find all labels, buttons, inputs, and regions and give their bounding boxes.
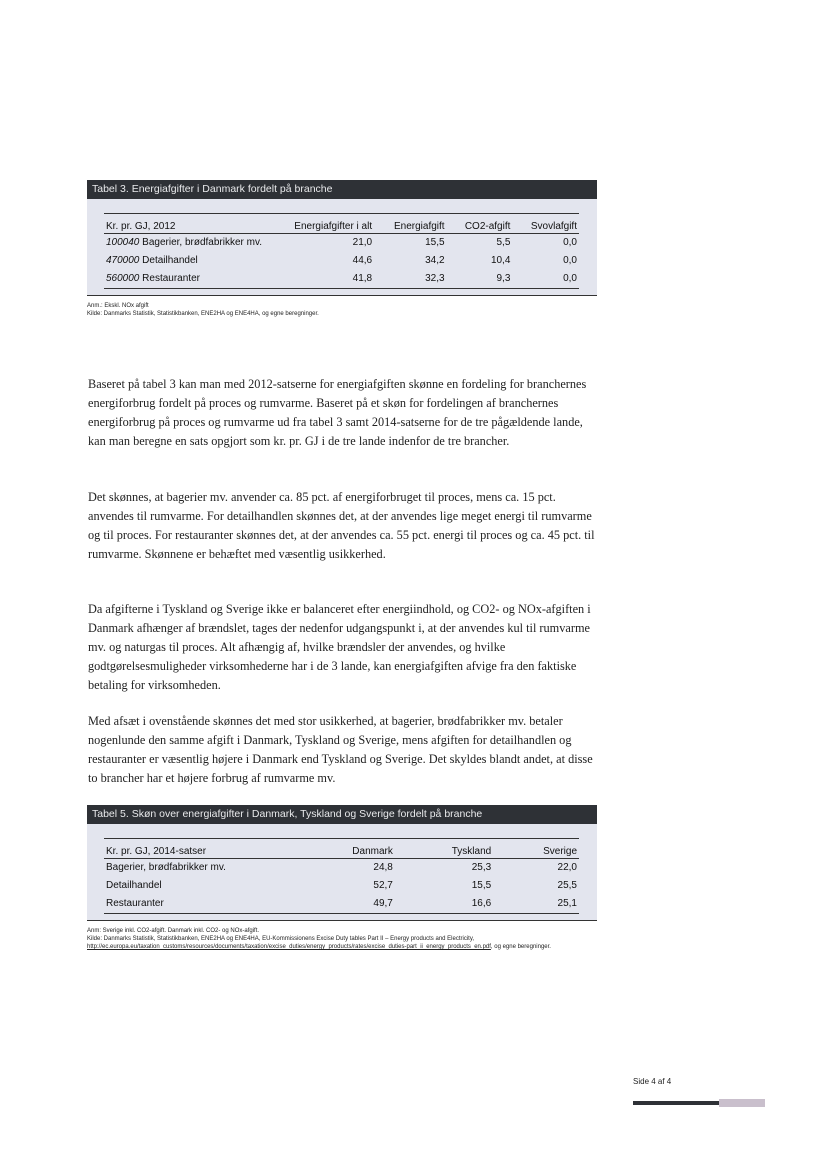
table-5-source-tail: , og egne beregninger. xyxy=(490,944,551,950)
table-3-title: Tabel 3. Energiafgifter i Danmark fordelt på branche xyxy=(87,180,597,199)
row-label: Bagerier, brødfabrikker mv. xyxy=(106,862,226,873)
table-cell: 25,3 xyxy=(471,862,492,873)
table-cell: 9,3 xyxy=(447,270,513,289)
table-cell: 24,8 xyxy=(373,862,393,873)
table-cell: 16,6 xyxy=(395,895,493,914)
branch-code: 560000 xyxy=(106,273,140,284)
row-label: Detailhandel xyxy=(106,880,162,891)
table-cell: 15,5 xyxy=(471,880,492,891)
table-cell: 22,0 xyxy=(557,862,577,873)
table-cell: 0,0 xyxy=(512,270,579,289)
table-cell: 15,5 xyxy=(425,237,445,248)
branch-name: Detailhandel xyxy=(142,255,198,266)
column-header: Sverige xyxy=(493,839,579,859)
table-row xyxy=(104,252,579,270)
source-link[interactable]: http://ec.europa.eu/taxation_customs/resources/documents/taxation/excise_duties/energy_products/rates/excise_duties-part_ii_energy_products_en.pdf xyxy=(87,944,491,950)
table-cell: 10,4 xyxy=(490,255,511,266)
table-5-body xyxy=(87,824,597,920)
table-cell: 5,5 xyxy=(496,237,511,248)
row-label xyxy=(104,252,266,270)
branch-code: 470000 xyxy=(106,255,140,266)
table-5 xyxy=(87,805,597,951)
table-3-header-row xyxy=(104,214,579,234)
row-label xyxy=(104,234,266,253)
column-header: Kr. pr. GJ, 2012 xyxy=(104,214,266,234)
branch-name: Bagerier, brødfabrikker mv. xyxy=(142,237,263,248)
table-row xyxy=(104,859,579,878)
table-5-title: Tabel 5. Skøn over energiafgifter i Danmark, Tyskland og Sverige fordelt på branche xyxy=(87,805,597,824)
column-header: Energiafgift xyxy=(374,214,446,234)
page-number: Side 4 af 4 xyxy=(633,1077,672,1086)
table-5-grid xyxy=(104,838,579,914)
table-3-source: Kilde: Danmarks Statistik, Statistikbanken, ENE2HA og ENE4HA, og egne beregninger. xyxy=(87,311,319,317)
table-row xyxy=(104,895,579,914)
table-3-body xyxy=(87,199,597,295)
column-header: CO2-afgift xyxy=(447,214,513,234)
table-5-source-text: Kilde: Danmarks Statistik, Statistikbanken, ENE2HA og ENE4HA, EU-Kommissionens Excise Duty tables Part II – Energy products and Electricity, xyxy=(87,936,475,942)
table-cell: 49,7 xyxy=(294,895,395,914)
table-5-source xyxy=(87,935,597,951)
branch-name: Restauranter xyxy=(142,273,200,284)
table-5-header-row xyxy=(104,839,579,859)
table-3-notes xyxy=(87,295,597,318)
table-cell: 25,5 xyxy=(557,880,577,891)
table-row xyxy=(104,234,579,253)
table-cell: 25,1 xyxy=(493,895,579,914)
table-row xyxy=(104,270,579,289)
paragraph-2: Det skønnes, at bagerier mv. anvender ca. 85 pct. af energiforbruget til proces, mens ca. 15 pct. anvendes til rumvarme. For detailhandlen skønnes det, at der anvendes lige meget energi til rumvarme og til proces. For restauranter skønnes det, at der anvendes ca. 55 pct. energi til proces og ca. 45 pct. til rumvarme. Skønnene er behæftet med væsentlig usikkerhed. xyxy=(88,490,595,561)
paragraph-3: Da afgifterne i Tyskland og Sverige ikke er balanceret efter energiindhold, og CO2- og NOx-afgiften i Danmark afhænger af brændslet, tages der nedenfor udgangspunkt i, at der anvendes kul til rumvarme mv. og naturgas til proces. Alt afhængig af, hvilke brændsler der anvendes, og hvilke godtgørelsesmuligheder virksomhederne har i de 3 lande, kan energiafgiften afvige fra den faktiske betaling for virksomheden. xyxy=(88,602,591,692)
table-5-notes xyxy=(87,920,597,951)
table-row xyxy=(104,877,579,895)
table-cell: 41,8 xyxy=(266,270,375,289)
table-3-note: Anm.: Ekskl. NOx afgift xyxy=(87,303,149,309)
row-label xyxy=(104,270,266,289)
footer-bar xyxy=(633,1101,719,1105)
column-header: Energiafgifter i alt xyxy=(266,214,375,234)
branch-code: 100040 xyxy=(106,237,140,248)
table-cell: 44,6 xyxy=(352,255,373,266)
column-header: Tyskland xyxy=(395,839,493,859)
column-header: Kr. pr. GJ, 2014-satser xyxy=(104,839,294,859)
paragraph-4: Med afsæt i ovenstående skønnes det med stor usikkerhed, at bagerier, brødfabrikker mv. betaler nogenlunde den samme afgift i Danmark, Tyskland og Sverige, mens afgiften for detailhandlen og restauranter er væsentlig højere i Danmark end Tyskland og Sverige. Det skyldes blandt andet, at disse to brancher har et højere forbrug af rumvarme mv. xyxy=(88,714,593,785)
table-cell: 34,2 xyxy=(425,255,445,266)
table-cell: 0,0 xyxy=(563,237,577,248)
column-header: Svovlafgift xyxy=(512,214,579,234)
table-5-note: Anm: Sverige inkl. CO2-afgift. Danmark inkl. CO2- og NOx-afgift. xyxy=(87,928,260,934)
row-label: Restauranter xyxy=(104,895,294,914)
table-3 xyxy=(87,180,597,318)
table-3-grid xyxy=(104,213,579,289)
table-cell: 0,0 xyxy=(563,255,577,266)
table-cell: 32,3 xyxy=(374,270,446,289)
table-cell: 52,7 xyxy=(373,880,393,891)
paragraph-1: Baseret på tabel 3 kan man med 2012-satserne for energiafgiften skønne en fordeling for branchernes energiforbrug fordelt på proces og rumvarme. Baseret på et skøn for fordelingen af branchernes energiforbrug på proces og rumvarme ud fra tabel 3 samt 2014-satserne for de tre pågældende lande, kan man beregne en sats opgjort som kr. pr. GJ i de tre lande indenfor de tre brancher. xyxy=(88,377,587,448)
table-cell: 21,0 xyxy=(352,237,373,248)
column-header: Danmark xyxy=(294,839,395,859)
footer-bar-accent xyxy=(719,1099,765,1107)
